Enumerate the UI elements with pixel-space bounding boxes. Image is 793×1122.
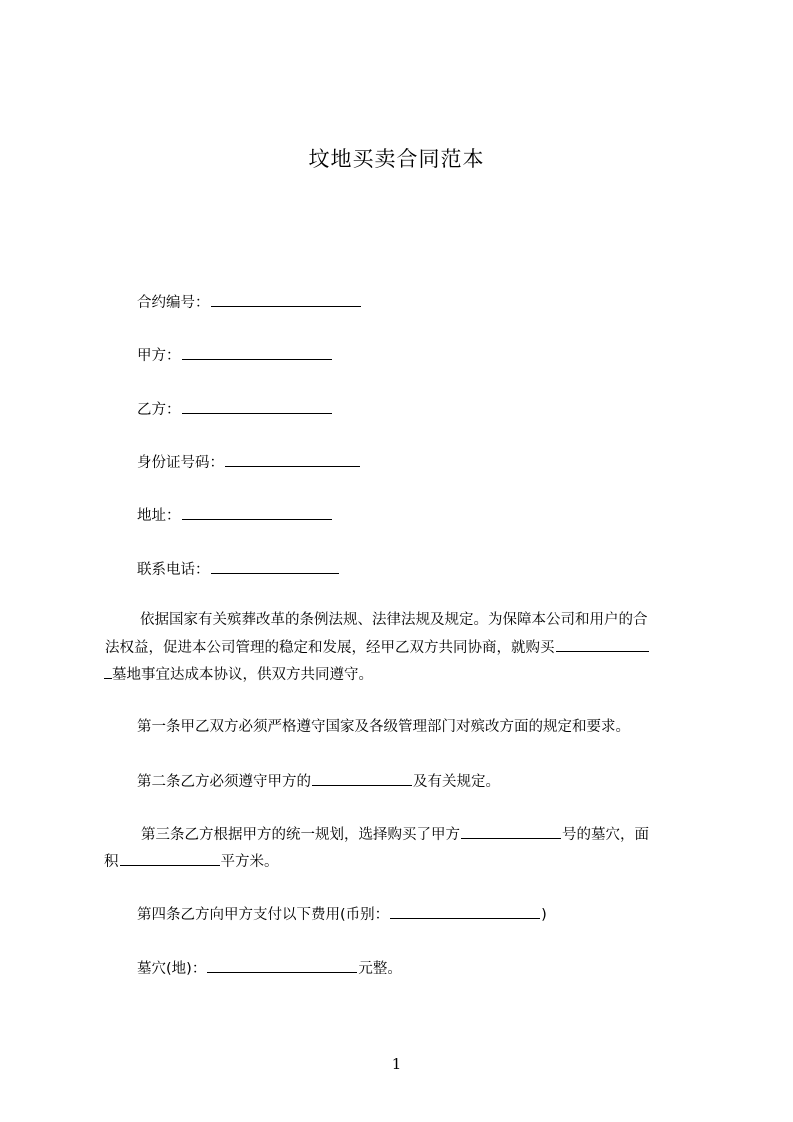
- id-number-label: 身份证号码：: [137, 455, 224, 471]
- article-3-line-2: [104, 851, 279, 872]
- address-blank[interactable]: [182, 505, 332, 520]
- intro-line-3: [104, 664, 373, 685]
- intro-line-3-text: 墓地事宜达成本协议，供双方共同遵守。: [112, 667, 373, 683]
- article-3-text: 第三条乙方根据甲方的统一规划，选择购买了甲方: [141, 827, 460, 843]
- document-title: 坟地买卖合同范本: [308, 147, 485, 171]
- address-field: [137, 505, 333, 526]
- article-2-suffix: 及有关规定。: [413, 774, 500, 790]
- party-a-blank[interactable]: [182, 345, 332, 360]
- grave-fee-unit: 元整。: [358, 961, 402, 977]
- article-2-blank[interactable]: [312, 771, 412, 786]
- contract-number-field: [137, 292, 362, 313]
- phone-field: [137, 559, 340, 580]
- article-1: 第一条甲乙双方必须严格遵守国家及各级管理部门对殡改方面的规定和要求。: [137, 719, 630, 735]
- currency-blank[interactable]: [390, 904, 540, 919]
- phone-blank[interactable]: [211, 559, 339, 574]
- grave-number-blank[interactable]: [461, 824, 561, 839]
- article-4-close: ): [541, 907, 547, 923]
- article-3-area-label: 积: [104, 854, 119, 870]
- page-number: 1: [391, 1055, 402, 1073]
- id-number-blank[interactable]: [225, 452, 360, 467]
- article-3-suffix: 号的墓穴，面: [562, 827, 649, 843]
- contract-number-blank[interactable]: [211, 292, 361, 307]
- grave-fee-label: 墓穴(地)：: [137, 961, 207, 977]
- article-4: [137, 904, 547, 925]
- party-a-label: 甲方：: [137, 348, 181, 364]
- intro-line-2-text: 法权益，促进本公司管理的稳定和发展，经甲乙双方共同协商，就购买: [105, 640, 555, 656]
- contract-number-label: 合约编号：: [137, 295, 210, 311]
- purchase-item-blank[interactable]: [556, 637, 649, 652]
- party-b-field: [137, 399, 333, 420]
- article-3-line-1: [141, 824, 649, 845]
- address-label: 地址：: [137, 508, 181, 524]
- intro-line-2: [105, 637, 650, 658]
- article-2-text: 第二条乙方必须遵守甲方的: [137, 774, 311, 790]
- party-b-label: 乙方：: [137, 402, 181, 418]
- article-2: [137, 771, 500, 792]
- article-4-text: 第四条乙方向甲方支付以下费用(币别：: [137, 907, 390, 923]
- area-blank[interactable]: [120, 851, 220, 866]
- party-a-field: [137, 345, 333, 366]
- id-number-field: [137, 452, 361, 473]
- purchase-item-blank-cont: [104, 664, 112, 679]
- grave-fee-blank[interactable]: [207, 958, 357, 973]
- phone-label: 联系电话：: [137, 562, 210, 578]
- party-b-blank[interactable]: [182, 399, 332, 414]
- article-3-area-unit: 平方米。: [220, 854, 279, 870]
- grave-fee: [137, 958, 402, 979]
- intro-line-1: 依据国家有关殡葬改革的条例法规、法律法规及规定。为保障本公司和用户的合: [140, 612, 648, 628]
